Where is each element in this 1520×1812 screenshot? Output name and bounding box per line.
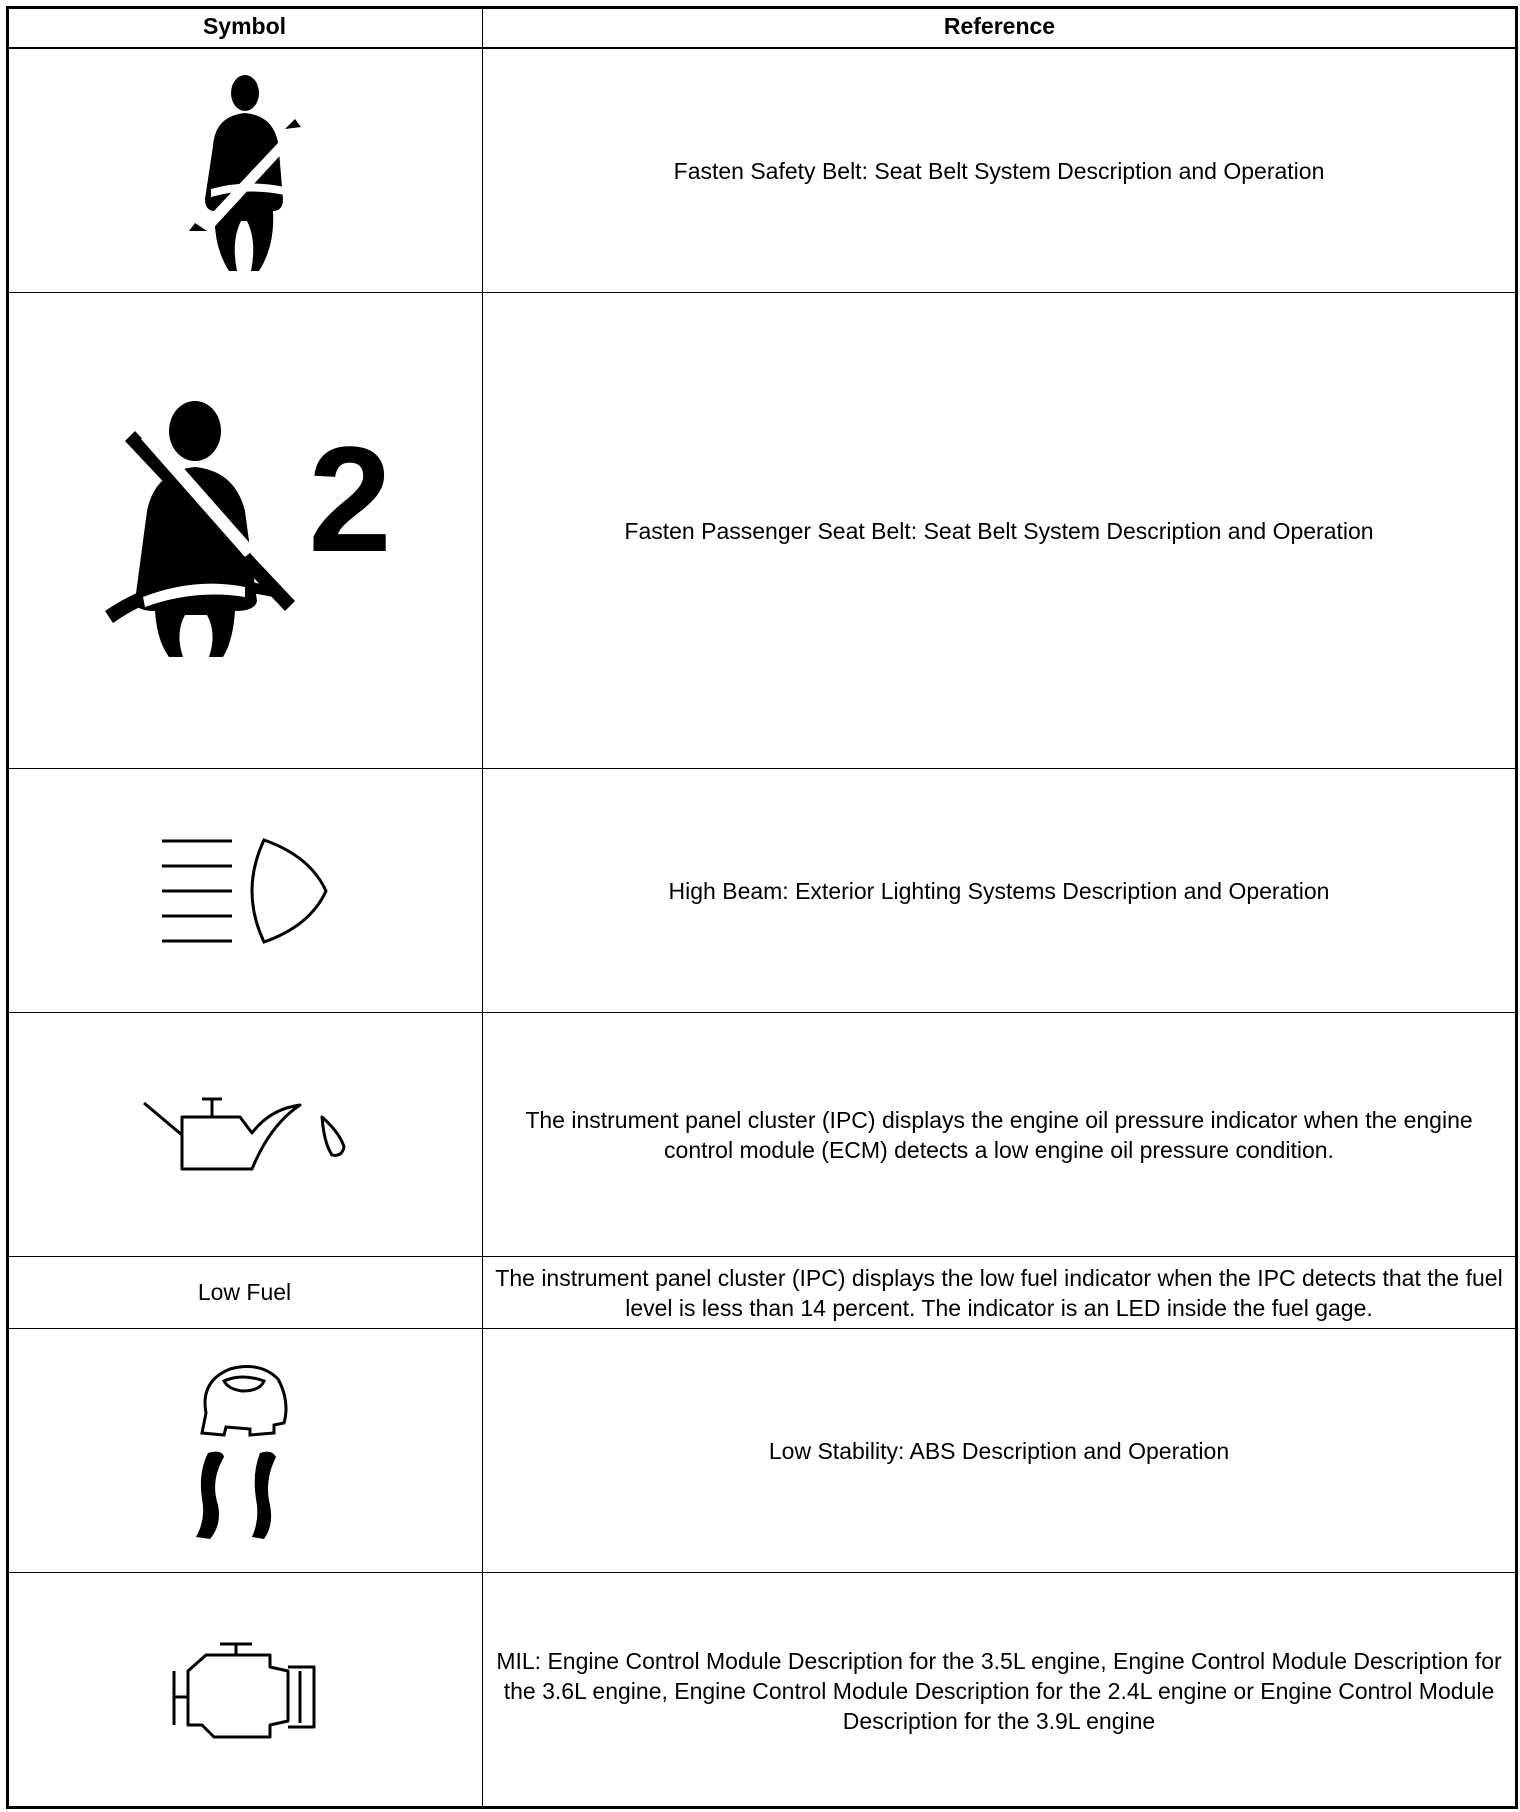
symbol-column-header: Symbol (202, 13, 287, 39)
low-stability-icon (190, 1361, 300, 1541)
reference-cell: The instrument panel cluster (IPC) displays the low fuel indicator when the IPC detects that the fuel level is less than 14 percent. The indicator is an LED inside the fuel gage. (495, 1264, 1503, 1321)
symbol-cell (6, 1257, 483, 1328)
reference-cell: Fasten Passenger Seat Belt: Seat Belt System Description and Operation (624, 517, 1374, 544)
reference-cell: Fasten Safety Belt: Seat Belt System Description and Operation (673, 157, 1325, 184)
table-row (6, 293, 1518, 769)
passenger-seat-belt-icon (95, 401, 395, 661)
reference-cell: High Beam: Exterior Lighting Systems Description and Operation (668, 877, 1330, 904)
symbol-cell (6, 1573, 483, 1809)
table-row (6, 1257, 1518, 1329)
reference-cell: The instrument panel cluster (IPC) displays the engine oil pressure indicator when the engine control module (ECM) detects a low engine oil pressure condition. (525, 1106, 1473, 1163)
high-beam-icon (160, 836, 330, 946)
table-row (6, 1329, 1518, 1573)
table-row (6, 1573, 1518, 1809)
seat-belt-icon (175, 71, 315, 271)
table-row (6, 1013, 1518, 1257)
symbol-cell (6, 1329, 483, 1572)
column-divider (482, 6, 483, 1809)
check-engine-icon (170, 1641, 320, 1741)
table-header (6, 6, 1518, 49)
symbol-cell (6, 1013, 483, 1256)
reference-cell: MIL: Engine Control Module Description for the 3.5L engine, Engine Control Module Description for the 3.6L engine, Engine Control Module Description for the 2.4L engine or Engine Control Module Description for the 3.9L engine (496, 1648, 1502, 1734)
reference-column-header: Reference (943, 13, 1056, 39)
table-row (6, 769, 1518, 1013)
reference-cell: Low Stability: ABS Description and Operation (768, 1437, 1230, 1464)
symbol-cell (6, 769, 483, 1012)
symbol-cell (6, 293, 483, 768)
table-row (6, 49, 1518, 293)
passenger-number-label: 2 (307, 414, 392, 583)
symbol-cell (6, 49, 483, 292)
oil-pressure-icon (140, 1095, 350, 1175)
low-fuel-label: Low Fuel (197, 1279, 292, 1305)
